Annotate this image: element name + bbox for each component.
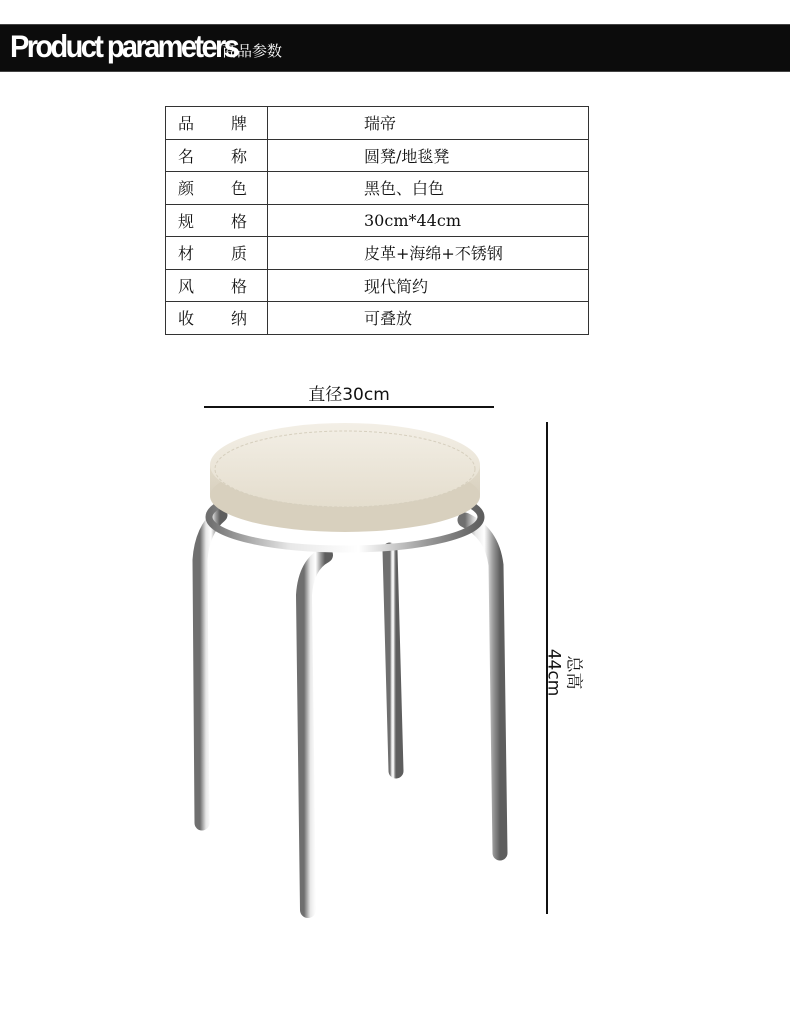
param-value: 现代简约 [268,269,589,302]
stool-leg-front [304,555,325,910]
section-banner [0,24,790,72]
stool-leg-back [390,550,396,771]
param-key: 颜 色 [166,172,268,205]
param-value: 30cm*44cm [268,204,589,237]
param-value: 圆凳/地毯凳 [268,139,589,172]
table-row [166,237,589,270]
stool-image [180,415,530,920]
table-row [166,302,589,335]
parameter-table [165,106,589,335]
param-key: 材 质 [166,237,268,270]
table-row [166,107,589,140]
param-key: 收 纳 [166,302,268,335]
param-key: 品 牌 [166,107,268,140]
diameter-line [204,406,494,408]
param-value: 瑞帝 [268,107,589,140]
param-value: 皮革+海绵+不锈钢 [268,237,589,270]
param-key: 规 格 [166,204,268,237]
param-key: 风 格 [166,269,268,302]
stool-seat-top [210,423,480,507]
table-row [166,172,589,205]
stool-leg-right [465,520,500,853]
table-row [166,139,589,172]
table-row [166,269,589,302]
param-key: 名 称 [166,139,268,172]
banner-title: Product parameters [10,30,238,65]
table-row [166,204,589,237]
banner-subtitle: 商品参数 [222,42,283,60]
param-value: 可叠放 [268,302,589,335]
diameter-label: 直径30cm [308,385,390,405]
param-value: 黑色、白色 [268,172,589,205]
height-label: 总高44cm [543,648,584,697]
stool-leg-left [200,515,220,823]
